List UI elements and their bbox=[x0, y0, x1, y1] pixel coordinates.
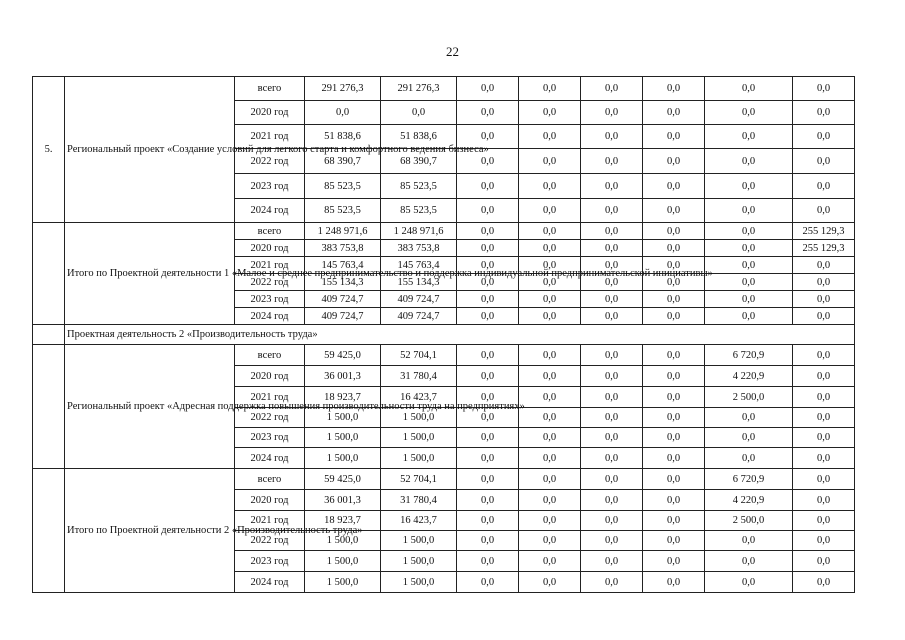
section-title: Проектная деятельность 2 «Производительность труда» bbox=[65, 325, 855, 345]
value-cell: 0,0 bbox=[793, 199, 855, 223]
value-cell: 0,0 bbox=[793, 428, 855, 448]
value-cell: 0,0 bbox=[519, 448, 581, 469]
value-cell: 0,0 bbox=[519, 291, 581, 308]
period-cell: 2023 год bbox=[235, 291, 305, 308]
value-cell: 0,0 bbox=[643, 531, 705, 551]
value-cell: 0,0 bbox=[519, 366, 581, 387]
value-cell: 0,0 bbox=[793, 274, 855, 291]
row-number-cell bbox=[33, 223, 65, 325]
value-cell: 0,0 bbox=[643, 387, 705, 408]
value-cell: 0,0 bbox=[457, 274, 519, 291]
period-cell: 2021 год bbox=[235, 511, 305, 531]
table-row bbox=[33, 77, 855, 101]
value-cell: 0,0 bbox=[705, 428, 793, 448]
value-cell: 291 276,3 bbox=[305, 77, 381, 101]
value-cell: 0,0 bbox=[457, 125, 519, 149]
value-cell: 0,0 bbox=[643, 223, 705, 240]
period-cell: 2020 год bbox=[235, 366, 305, 387]
value-cell: 0,0 bbox=[793, 408, 855, 428]
value-cell: 1 500,0 bbox=[381, 408, 457, 428]
value-cell: 0,0 bbox=[705, 274, 793, 291]
value-cell: 0,0 bbox=[457, 308, 519, 325]
value-cell: 0,0 bbox=[705, 223, 793, 240]
value-cell: 0,0 bbox=[519, 490, 581, 511]
value-cell: 409 724,7 bbox=[305, 291, 381, 308]
value-cell: 0,0 bbox=[705, 257, 793, 274]
value-cell: 0,0 bbox=[643, 308, 705, 325]
value-cell: 1 500,0 bbox=[381, 551, 457, 572]
value-cell: 0,0 bbox=[793, 174, 855, 199]
value-cell: 0,0 bbox=[519, 345, 581, 366]
value-cell: 0,0 bbox=[643, 511, 705, 531]
budget-table bbox=[32, 76, 855, 593]
value-cell: 0,0 bbox=[705, 291, 793, 308]
value-cell: 0,0 bbox=[705, 551, 793, 572]
value-cell: 0,0 bbox=[793, 448, 855, 469]
value-cell: 68 390,7 bbox=[381, 149, 457, 174]
value-cell: 0,0 bbox=[457, 511, 519, 531]
value-cell: 0,0 bbox=[793, 366, 855, 387]
value-cell: 1 500,0 bbox=[381, 531, 457, 551]
value-cell: 0,0 bbox=[581, 345, 643, 366]
value-cell: 0,0 bbox=[457, 101, 519, 125]
period-cell: всего bbox=[235, 77, 305, 101]
period-cell: 2023 год bbox=[235, 551, 305, 572]
value-cell: 0,0 bbox=[643, 572, 705, 593]
value-cell: 0,0 bbox=[705, 531, 793, 551]
value-cell: 0,0 bbox=[457, 448, 519, 469]
value-cell: 0,0 bbox=[581, 490, 643, 511]
value-cell: 0,0 bbox=[519, 511, 581, 531]
table-row bbox=[33, 469, 855, 490]
value-cell: 0,0 bbox=[457, 572, 519, 593]
value-cell: 0,0 bbox=[705, 125, 793, 149]
value-cell: 0,0 bbox=[457, 240, 519, 257]
value-cell: 155 134,3 bbox=[305, 274, 381, 291]
period-cell: 2020 год bbox=[235, 240, 305, 257]
value-cell: 6 720,9 bbox=[705, 345, 793, 366]
value-cell: 0,0 bbox=[793, 257, 855, 274]
value-cell: 0,0 bbox=[643, 101, 705, 125]
value-cell: 145 763,4 bbox=[381, 257, 457, 274]
row-number-cell bbox=[33, 469, 65, 593]
value-cell: 0,0 bbox=[643, 291, 705, 308]
value-cell: 0,0 bbox=[581, 511, 643, 531]
value-cell: 0,0 bbox=[457, 223, 519, 240]
value-cell: 0,0 bbox=[643, 490, 705, 511]
value-cell: 0,0 bbox=[519, 174, 581, 199]
value-cell: 85 523,5 bbox=[381, 174, 457, 199]
value-cell: 0,0 bbox=[381, 101, 457, 125]
value-cell: 0,0 bbox=[519, 551, 581, 572]
value-cell: 0,0 bbox=[457, 490, 519, 511]
value-cell: 0,0 bbox=[643, 199, 705, 223]
period-cell: 2021 год bbox=[235, 125, 305, 149]
value-cell: 0,0 bbox=[643, 274, 705, 291]
value-cell: 0,0 bbox=[793, 101, 855, 125]
period-cell: всего bbox=[235, 223, 305, 240]
value-cell: 0,0 bbox=[581, 149, 643, 174]
table-body bbox=[33, 77, 855, 593]
value-cell: 1 500,0 bbox=[305, 448, 381, 469]
value-cell: 0,0 bbox=[519, 531, 581, 551]
value-cell: 0,0 bbox=[705, 174, 793, 199]
value-cell: 0,0 bbox=[793, 511, 855, 531]
value-cell: 1 500,0 bbox=[381, 448, 457, 469]
value-cell: 0,0 bbox=[305, 101, 381, 125]
value-cell: 0,0 bbox=[705, 240, 793, 257]
page-number: 22 bbox=[446, 44, 459, 59]
project-name-cell: Итого по Проектной деятельности 2 «Производительность труда» bbox=[65, 469, 235, 593]
value-cell: 0,0 bbox=[793, 125, 855, 149]
value-cell: 0,0 bbox=[643, 125, 705, 149]
value-cell: 36 001,3 bbox=[305, 490, 381, 511]
project-name-cell: Региональный проект «Создание условий для легкого старта и комфортного ведения бизнеса» bbox=[65, 77, 235, 223]
value-cell: 85 523,5 bbox=[381, 199, 457, 223]
section-row bbox=[33, 325, 855, 345]
value-cell: 0,0 bbox=[705, 149, 793, 174]
period-cell: 2023 год bbox=[235, 174, 305, 199]
value-cell: 0,0 bbox=[581, 174, 643, 199]
value-cell: 0,0 bbox=[643, 469, 705, 490]
value-cell: 2 500,0 bbox=[705, 511, 793, 531]
value-cell: 52 704,1 bbox=[381, 469, 457, 490]
value-cell: 0,0 bbox=[519, 77, 581, 101]
value-cell: 0,0 bbox=[519, 387, 581, 408]
value-cell: 0,0 bbox=[793, 77, 855, 101]
value-cell: 0,0 bbox=[793, 387, 855, 408]
value-cell: 1 500,0 bbox=[305, 408, 381, 428]
value-cell: 0,0 bbox=[793, 345, 855, 366]
value-cell: 1 248 971,6 bbox=[305, 223, 381, 240]
value-cell: 0,0 bbox=[581, 531, 643, 551]
value-cell: 0,0 bbox=[581, 101, 643, 125]
value-cell: 0,0 bbox=[457, 469, 519, 490]
value-cell: 31 780,4 bbox=[381, 366, 457, 387]
value-cell: 0,0 bbox=[581, 366, 643, 387]
section-number-cell bbox=[33, 325, 65, 345]
value-cell: 0,0 bbox=[581, 199, 643, 223]
period-cell: 2024 год bbox=[235, 199, 305, 223]
value-cell: 0,0 bbox=[581, 469, 643, 490]
value-cell: 0,0 bbox=[643, 345, 705, 366]
value-cell: 0,0 bbox=[519, 428, 581, 448]
value-cell: 18 923,7 bbox=[305, 511, 381, 531]
value-cell: 0,0 bbox=[643, 174, 705, 199]
value-cell: 1 500,0 bbox=[305, 551, 381, 572]
value-cell: 0,0 bbox=[793, 531, 855, 551]
value-cell: 0,0 bbox=[581, 125, 643, 149]
period-cell: всего bbox=[235, 469, 305, 490]
value-cell: 0,0 bbox=[581, 572, 643, 593]
value-cell: 31 780,4 bbox=[381, 490, 457, 511]
value-cell: 0,0 bbox=[457, 257, 519, 274]
value-cell: 0,0 bbox=[457, 551, 519, 572]
value-cell: 0,0 bbox=[643, 149, 705, 174]
value-cell: 0,0 bbox=[581, 274, 643, 291]
period-cell: 2024 год bbox=[235, 308, 305, 325]
value-cell: 0,0 bbox=[519, 223, 581, 240]
value-cell: 0,0 bbox=[457, 345, 519, 366]
period-cell: 2023 год bbox=[235, 428, 305, 448]
value-cell: 0,0 bbox=[457, 174, 519, 199]
value-cell: 36 001,3 bbox=[305, 366, 381, 387]
value-cell: 409 724,7 bbox=[381, 291, 457, 308]
value-cell: 255 129,3 bbox=[793, 240, 855, 257]
period-cell: 2022 год bbox=[235, 274, 305, 291]
value-cell: 0,0 bbox=[643, 257, 705, 274]
value-cell: 0,0 bbox=[643, 448, 705, 469]
value-cell: 0,0 bbox=[793, 291, 855, 308]
period-cell: 2020 год bbox=[235, 490, 305, 511]
value-cell: 0,0 bbox=[519, 257, 581, 274]
value-cell: 0,0 bbox=[581, 223, 643, 240]
value-cell: 0,0 bbox=[457, 387, 519, 408]
value-cell: 0,0 bbox=[457, 366, 519, 387]
value-cell: 0,0 bbox=[457, 408, 519, 428]
value-cell: 0,0 bbox=[705, 408, 793, 428]
value-cell: 0,0 bbox=[519, 199, 581, 223]
value-cell: 0,0 bbox=[705, 448, 793, 469]
value-cell: 0,0 bbox=[519, 125, 581, 149]
project-name-cell: Региональный проект «Адресная поддержка повышения производительности труда на предприятиях» bbox=[65, 345, 235, 469]
value-cell: 0,0 bbox=[705, 199, 793, 223]
value-cell: 0,0 bbox=[581, 387, 643, 408]
value-cell: 0,0 bbox=[643, 408, 705, 428]
value-cell: 409 724,7 bbox=[381, 308, 457, 325]
value-cell: 383 753,8 bbox=[381, 240, 457, 257]
value-cell: 0,0 bbox=[643, 77, 705, 101]
value-cell: 85 523,5 bbox=[305, 174, 381, 199]
value-cell: 1 500,0 bbox=[305, 572, 381, 593]
table-row bbox=[33, 223, 855, 240]
value-cell: 16 423,7 bbox=[381, 511, 457, 531]
value-cell: 0,0 bbox=[793, 572, 855, 593]
value-cell: 0,0 bbox=[643, 366, 705, 387]
value-cell: 0,0 bbox=[519, 408, 581, 428]
value-cell: 255 129,3 bbox=[793, 223, 855, 240]
value-cell: 0,0 bbox=[643, 428, 705, 448]
value-cell: 0,0 bbox=[581, 308, 643, 325]
value-cell: 0,0 bbox=[519, 308, 581, 325]
table-row bbox=[33, 345, 855, 366]
period-cell: 2024 год bbox=[235, 448, 305, 469]
value-cell: 1 500,0 bbox=[305, 428, 381, 448]
value-cell: 59 425,0 bbox=[305, 469, 381, 490]
value-cell: 0,0 bbox=[793, 490, 855, 511]
value-cell: 4 220,9 bbox=[705, 366, 793, 387]
value-cell: 0,0 bbox=[519, 572, 581, 593]
value-cell: 18 923,7 bbox=[305, 387, 381, 408]
value-cell: 0,0 bbox=[643, 240, 705, 257]
value-cell: 0,0 bbox=[457, 149, 519, 174]
value-cell: 0,0 bbox=[705, 572, 793, 593]
value-cell: 0,0 bbox=[519, 149, 581, 174]
value-cell: 155 134,3 bbox=[381, 274, 457, 291]
value-cell: 0,0 bbox=[581, 408, 643, 428]
value-cell: 1 248 971,6 bbox=[381, 223, 457, 240]
value-cell: 0,0 bbox=[457, 531, 519, 551]
period-cell: 2022 год bbox=[235, 408, 305, 428]
period-cell: 2022 год bbox=[235, 149, 305, 174]
value-cell: 291 276,3 bbox=[381, 77, 457, 101]
value-cell: 16 423,7 bbox=[381, 387, 457, 408]
value-cell: 0,0 bbox=[519, 101, 581, 125]
value-cell: 0,0 bbox=[581, 448, 643, 469]
value-cell: 2 500,0 bbox=[705, 387, 793, 408]
value-cell: 0,0 bbox=[705, 308, 793, 325]
value-cell: 6 720,9 bbox=[705, 469, 793, 490]
value-cell: 0,0 bbox=[581, 77, 643, 101]
value-cell: 0,0 bbox=[793, 149, 855, 174]
value-cell: 1 500,0 bbox=[381, 572, 457, 593]
value-cell: 1 500,0 bbox=[305, 531, 381, 551]
value-cell: 145 763,4 bbox=[305, 257, 381, 274]
value-cell: 409 724,7 bbox=[305, 308, 381, 325]
period-cell: 2021 год bbox=[235, 387, 305, 408]
value-cell: 59 425,0 bbox=[305, 345, 381, 366]
value-cell: 0,0 bbox=[705, 101, 793, 125]
value-cell: 0,0 bbox=[457, 199, 519, 223]
value-cell: 4 220,9 bbox=[705, 490, 793, 511]
row-number-cell: 5. bbox=[33, 77, 65, 223]
value-cell: 0,0 bbox=[581, 291, 643, 308]
value-cell: 51 838,6 bbox=[381, 125, 457, 149]
value-cell: 52 704,1 bbox=[381, 345, 457, 366]
row-number-cell bbox=[33, 345, 65, 469]
value-cell: 383 753,8 bbox=[305, 240, 381, 257]
value-cell: 0,0 bbox=[519, 274, 581, 291]
value-cell: 0,0 bbox=[705, 77, 793, 101]
value-cell: 0,0 bbox=[581, 551, 643, 572]
period-cell: всего bbox=[235, 345, 305, 366]
value-cell: 85 523,5 bbox=[305, 199, 381, 223]
value-cell: 0,0 bbox=[457, 291, 519, 308]
value-cell: 0,0 bbox=[581, 428, 643, 448]
value-cell: 0,0 bbox=[457, 428, 519, 448]
value-cell: 1 500,0 bbox=[381, 428, 457, 448]
value-cell: 0,0 bbox=[793, 551, 855, 572]
value-cell: 0,0 bbox=[643, 551, 705, 572]
period-cell: 2022 год bbox=[235, 531, 305, 551]
value-cell: 68 390,7 bbox=[305, 149, 381, 174]
project-name-cell: Итого по Проектной деятельности 1 «Малое и среднее предпринимательство и поддержка индивидуальной предпринимательской инициативы» bbox=[65, 223, 235, 325]
period-cell: 2020 год bbox=[235, 101, 305, 125]
value-cell: 0,0 bbox=[519, 240, 581, 257]
value-cell: 51 838,6 bbox=[305, 125, 381, 149]
value-cell: 0,0 bbox=[519, 469, 581, 490]
value-cell: 0,0 bbox=[793, 469, 855, 490]
period-cell: 2024 год bbox=[235, 572, 305, 593]
value-cell: 0,0 bbox=[793, 308, 855, 325]
value-cell: 0,0 bbox=[581, 257, 643, 274]
value-cell: 0,0 bbox=[457, 77, 519, 101]
period-cell: 2021 год bbox=[235, 257, 305, 274]
value-cell: 0,0 bbox=[581, 240, 643, 257]
